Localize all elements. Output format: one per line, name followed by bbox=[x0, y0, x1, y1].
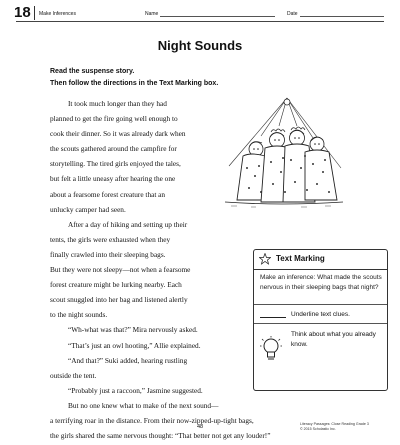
credit-line: Literacy Passages: Close Reading Grade 3 bbox=[300, 422, 369, 426]
story-line: but felt a little uneasy after hearing the one bbox=[50, 174, 176, 184]
story-line: finally crawled into their sleeping bags. bbox=[50, 249, 166, 259]
story-line: about a fearsome forest creature that an bbox=[50, 189, 166, 199]
story-line: storytelling. The tired girls enjoyed the tales, bbox=[50, 159, 181, 169]
lightbulb-icon bbox=[260, 336, 282, 362]
story-line: unlucky camper had seen. bbox=[50, 204, 126, 214]
story-line: scout snuggled into her bag and listened alertly bbox=[50, 295, 188, 305]
skill-label: Make Inferences bbox=[39, 11, 76, 17]
credit-line: © 2015 Scholastic Inc. bbox=[300, 426, 336, 431]
story-line: forest creature might be lurking nearby. Each bbox=[50, 280, 182, 290]
story-line: planned to get the fire going well enough to bbox=[50, 114, 178, 124]
text-marking-box bbox=[253, 249, 388, 391]
story-line: “Probably just a raccoon,” Jasmine suggested. bbox=[68, 385, 203, 395]
story-line: cook their dinner. So it was already dark when bbox=[50, 129, 186, 139]
story-line: But they were not sleepy—not when a fearsome bbox=[50, 265, 191, 275]
story-line: After a day of hiking and setting up their bbox=[68, 219, 188, 229]
page-number: 18 bbox=[14, 4, 31, 21]
divider bbox=[254, 304, 387, 305]
text-marking-prompt: Make an inference: What made the scouts nervous in their sleeping bags that night? bbox=[260, 274, 382, 291]
copyright-credit bbox=[300, 422, 369, 431]
story-line: “And that?” Suki added, hearing rustling bbox=[68, 355, 188, 365]
instructions bbox=[50, 66, 218, 90]
sleeping-scouts-illustration bbox=[221, 96, 347, 210]
text-marking-title: Text Marking bbox=[276, 254, 325, 263]
story-line: to the night sounds. bbox=[50, 310, 108, 320]
page-title: Night Sounds bbox=[157, 38, 243, 53]
underline-sample bbox=[260, 317, 286, 318]
date-field[interactable] bbox=[300, 16, 384, 17]
date-label: Date bbox=[287, 11, 298, 17]
story-line: outside the tent. bbox=[50, 370, 97, 380]
divider bbox=[254, 323, 387, 324]
underline-instruction: Underline text clues. bbox=[291, 311, 350, 318]
instruction-line: Read the suspense story. bbox=[50, 68, 135, 75]
instruction-line: Then follow the directions in the Text Marking box. bbox=[50, 80, 219, 87]
story-line: the scouts gathered around the campfire for bbox=[50, 144, 177, 154]
name-field[interactable] bbox=[160, 16, 275, 17]
text-marking-header bbox=[254, 250, 387, 270]
story-line: It took much longer than they had bbox=[68, 99, 167, 108]
story-line: “Wh-what was that?” Mira nervously asked. bbox=[68, 325, 198, 335]
story-line: a terrifying roar in the distance. From their now-zipped-up-tight bags, bbox=[50, 415, 254, 425]
story-line: But no one knew what to make of the next sound— bbox=[68, 400, 219, 410]
story-line: “That’s just an owl hooting,” Allie explained. bbox=[68, 340, 201, 350]
header-divider bbox=[34, 6, 35, 20]
story-line: tents, the girls were exhausted when they bbox=[50, 234, 171, 244]
star-icon bbox=[259, 253, 271, 265]
think-instruction: Think about what you already know. bbox=[291, 331, 376, 348]
header-rule bbox=[16, 21, 384, 22]
name-label: Name bbox=[145, 11, 159, 17]
footer-page-number: 48 bbox=[196, 424, 204, 430]
story-line: the girls shared the same nervous thought: “That better not get any louder!” bbox=[50, 431, 271, 441]
